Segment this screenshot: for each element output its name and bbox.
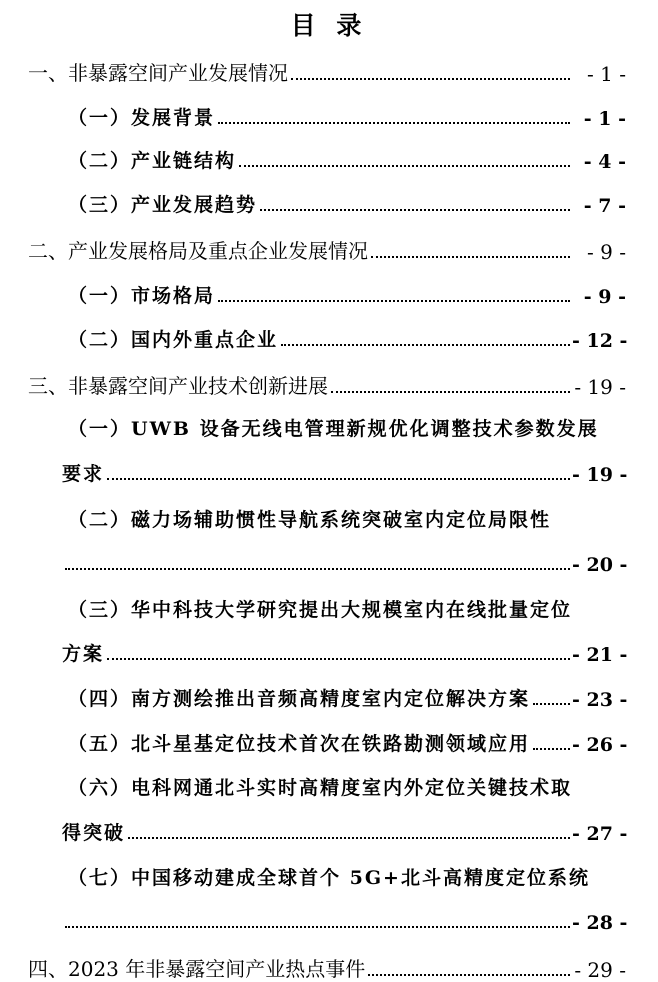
toc-entry[interactable] [0,952,658,982]
toc-entry-text: 四、2023 年非暴露空间产业热点事件 [28,957,366,981]
toc-entry-text: （七）中国移动建成全球首个 5G+北斗高精度定位系统 [68,867,590,889]
toc-entry-text: （三）产业发展趋势 [68,194,258,216]
toc-page-number: - 28 - [572,912,628,934]
toc-entry[interactable] [0,234,658,264]
toc-page-number: - 7 - [583,195,626,217]
toc-entry[interactable] [0,592,658,622]
toc-entry-text-continued: 要求 [62,463,105,485]
toc-page-number: - 4 - [583,151,626,173]
dot-leader [533,703,570,705]
toc-entry[interactable] [0,369,658,399]
toc-page-number: - 9 - [583,286,626,308]
toc-entry-continuation[interactable] [0,904,658,934]
dot-leader [331,391,570,393]
toc-entry[interactable] [0,411,658,441]
toc-entry[interactable] [0,726,658,756]
toc-entry[interactable] [0,278,658,308]
toc-page-number: - 1 - [587,62,626,86]
toc-page-number: - 20 - [572,554,628,576]
toc-entry[interactable] [0,860,658,890]
dot-leader [533,748,570,750]
toc-entry-text-continued: 得突破 [62,822,126,844]
toc-entry-text: （三）华中科技大学研究提出大规模室内在线批量定位 [68,599,573,621]
toc-entry-continuation[interactable] [0,815,658,845]
toc-entry[interactable] [0,187,658,217]
dot-leader [371,256,570,258]
dot-leader [368,974,570,976]
toc-entry[interactable] [0,322,658,352]
toc-page-number: - 19 - [574,375,626,399]
toc-entry-text: 一、非暴露空间产业发展情况 [28,61,288,85]
toc-entry-text: （一）UWB 设备无线电管理新规优化调整技术参数发展 [68,418,599,440]
toc-entry-text: 三、非暴露空间产业技术创新进展 [28,374,328,398]
toc-page-number: - 27 - [572,823,628,845]
toc-page-number: - 26 - [572,734,628,756]
toc-entry[interactable] [0,770,658,800]
toc-page-number: - 1 - [583,108,626,130]
dot-leader [218,122,570,124]
toc-page-number: - 12 - [572,330,628,352]
toc-entry-text: （二）产业链结构 [68,150,237,172]
toc-page-number: - 19 - [572,464,628,486]
toc-entry-continuation[interactable] [0,546,658,576]
toc-entry-text: （一）市场格局 [68,285,216,307]
dot-leader [65,926,570,928]
dot-leader [218,300,570,302]
dot-leader [260,209,570,211]
toc-entry[interactable] [0,502,658,532]
toc-entry[interactable] [0,56,658,86]
toc-page-number: - 29 - [574,958,626,982]
dot-leader [281,344,570,346]
dot-leader [239,165,570,167]
toc-entry-text: （一）发展背景 [68,107,216,129]
toc-entry-text: （二）国内外重点企业 [68,329,279,351]
toc-entry[interactable] [0,100,658,130]
dot-leader [65,568,570,570]
toc-entry-text-continued: 方案 [62,643,105,665]
toc-entry-text: （二）磁力场辅助惯性导航系统突破室内定位局限性 [68,509,552,531]
toc-entry-text: （五）北斗星基定位技术首次在铁路勘测领域应用 [68,733,531,755]
toc-entry-continuation[interactable] [0,456,658,486]
toc-entry[interactable] [0,681,658,711]
toc-entry-text: 二、产业发展格局及重点企业发展情况 [28,239,368,263]
toc-entry-continuation[interactable] [0,636,658,666]
dot-leader [107,658,570,660]
page-title: 目 录 [290,11,368,40]
dot-leader [291,78,570,80]
toc-entry[interactable] [0,143,658,173]
toc-page-number: - 21 - [572,644,628,666]
toc-page-number: - 9 - [587,240,626,264]
toc-entry-text: （六）电科网通北斗实时高精度室内外定位关键技术取 [68,777,573,799]
toc-page-number: - 23 - [572,689,628,711]
dot-leader [128,837,570,839]
dot-leader [107,478,570,480]
toc-entry-text: （四）南方测绘推出音频高精度室内定位解决方案 [68,688,531,710]
